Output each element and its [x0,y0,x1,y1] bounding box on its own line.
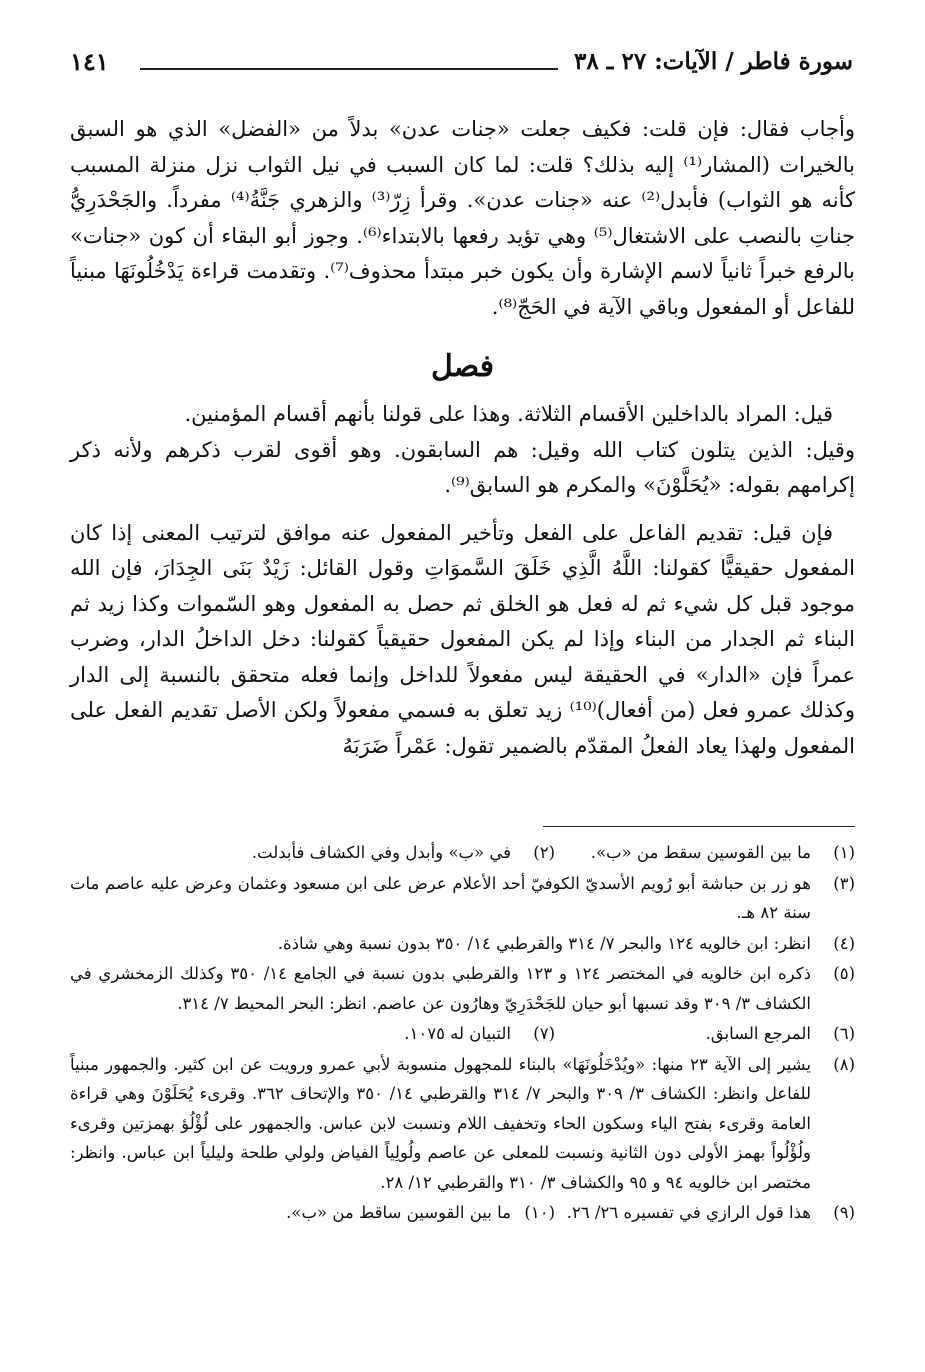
footnote-text: يشير إلى الآية ٢٣ منها: «ويُدْخَلُونَهَا» بالبناء للمجهول منسوبة لأبي عمرو ورويت عن ابن كثير. والجمهور مبنياً للفاعل وانظر: الكشاف ٣/ ٣٠٩ والبحر ٧/ ٣١٤ والقرطبي ١٤/ ٣٥٠ والإتحاف ٣٦٢. وقرىء يُحَلَوْنَ وهي قراءة العامة وقرىء بفتح الياء وسكون الحاء وتخفيف اللام ونسبت لابن عباس. والجمهور على لُؤْلُؤ بهمزتين وقرىء ولُؤْلُواً بهمز الأولى دون الثانية ونسبت للمعلى عن عاصم ولُولِياً الفياض ولولي طلحة وليلياً ابن عباس. وانظر: مختصر ابن خالويه ٩٤ و ٩٥ والكشاف ٣/ ٣١٠ والقرطبي ١٢/ ٢٨. [70,1054,812,1192]
page-header [70,44,853,82]
footnote-6 [555,1019,855,1049]
footnote-row-9-10 [70,1198,855,1228]
footnote-number: (٧) [533,1024,555,1043]
footnote-text: ذكره ابن خالويه في المختصر ١٢٤ و ١٢٣ والقرطبي بدون نسبة في الجامع ١٤/ ٣٥٠ وكذلك الزمخشري في الكشاف ٣/ ٣٠٩ وقد نسبها أبو حيان للجَحْدَرِيّ وهارُون عن عاصم. انظر: البحر المحيط ٧/ ٣١٤. [70,964,811,1013]
footnote-text: المرجع السابق. [705,1024,811,1043]
footnote-text: في «ب» وأبدل وفي الكشاف فأبدلت. [251,843,511,862]
footnote-number: (٣) [833,873,855,893]
footnote-text: هو زر بن حباشة أبو رُويم الأسديّ الكوفيّ أحد الأعلام عرض على ابن مسعود وعثمان وعرض عليه عاصم مات سنة ٨٢ هـ. [70,873,811,922]
header-rule [140,68,558,70]
footnote-number: (١) [833,843,855,862]
footnote-number: (٦) [833,1024,855,1043]
footnote-text: التبيان له ١٠٧٥. [404,1024,511,1043]
running-header-title: سورة فاطر / الآيات: ٢٧ ـ ٣٨ [573,48,853,75]
paragraph-3: وقيل: الذين يتلون كتاب الله وقيل: هم السابقون. وهو أقوى لقرب ذكرهم ولأنه ذكر إكرامهم بقوله: «يُحَلَّوْنَ» والمكرم هو السابق⁽⁹⁾. [70,437,855,497]
footnote-row-1-2 [70,838,855,868]
footnote-text: انظر: ابن خالويه ١٢٤ والبحر ٧/ ٣١٤ والقرطبي ١٤/ ٣٥٠ بدون نسبة وهي شاذة. [277,933,811,953]
footnote-number: (٥) [833,964,855,983]
footnote-7 [404,1019,555,1049]
footnote-1 [555,838,855,868]
footnote-10 [286,1198,555,1228]
footnote-number: (٢) [533,843,555,862]
footnote-number: (١٠) [524,1203,555,1222]
page-number: ١٤١ [70,47,109,76]
footnotes [70,838,855,1229]
paragraph-4: فإن قيل: تقديم الفاعل على الفعل وتأخير المفعول عنه موافق لترتيب المعنى إذا كان المفعول حقيقيًّا كقولنا: اللَّهُ الَّذِي خَلَقَ السَّموَاتِ وقول القائل: زَيْدٌ بَنَى الجِدَارَ، فإن الله موجود قبل كل شيء ثم له فعل هو الخلق ثم حصل به المفعول وهو السّموات وكذا زيد ثم البناء ثم الجدار من البناء وإذا لم يكن المفعول حقيقياً كقولنا: دخل الداخلُ الدار، وضرب عمراً فإن «الدار» في الحقيقة ليس مفعولاً للداخل وإنما فعله متحقق بالنسبة إلى الدار وكذلك عمرو فعل (من أفعال)⁽¹⁰⁾ زيد تعلق به فسمي مفعولاً ولكن الأصل تقديم الفعل على المفعول ولهذا يعاد الفعلُ المقدّم بالضمير تقول: عَمْراً ضَرَبَهُ [70,520,855,758]
footnote-text: ما بين القوسين سقط من «ب». [590,843,811,862]
main-text [70,112,855,764]
footnote-text: هذا قول الرازي في تفسيره ٢٦/ ٢٦. [566,1203,811,1222]
footnote-8 [70,1050,855,1198]
footnote-3 [70,869,855,928]
footnote-text: ما بين القوسين ساقط من «ب». [286,1203,511,1222]
footnote-number: (٤) [833,933,855,953]
footnote-2 [252,838,555,868]
footnote-rule [543,826,855,827]
section-heading: فصل [430,349,495,384]
footnote-number: (٩) [833,1203,855,1222]
footnote-4 [70,929,855,959]
footnote-number: (٨) [833,1054,855,1074]
paragraph-gap [70,504,855,516]
paragraph-2: قيل: المراد بالداخلين الأقسام الثلاثة. وهذا على قولنا بأنهم أقسام المؤمنين. [184,402,833,426]
paragraph-1: وأجاب فقال: فإن قلت: فكيف جعلت «جنات عدن» بدلاً من «الفضل» الذي هو السبق بالخيرات (المشار⁽¹⁾ إليه بذلك؟ قلت: لما كان السبب في نيل الثواب نزل منزلة المسبب كأنه هو الثواب) فأبدل⁽²⁾ عنه «جنات عدن». وقرأ زِرّ⁽³⁾ والزهري جَنَّةُ⁽⁴⁾ مفرداً. والجَحْدَرِيُّ جناتِ بالنصب على الاشتغال⁽⁵⁾ وهي تؤيد رفعها بالابتداء⁽⁶⁾. وجوز أبو البقاء أن كون «جنات» بالرفع خبراً ثانياً لاسم الإشارة وأن يكون خبر مبتدأ محذوف⁽⁷⁾. وتقدمت قراءة يَدْخُلُونَهَا مبنياً للفاعل أو المفعول وباقي الآية في الحَجّ⁽⁸⁾. [70,117,856,319]
footnote-9 [555,1198,855,1228]
footnote-row-6-7 [70,1019,855,1049]
footnote-5 [70,959,855,1018]
